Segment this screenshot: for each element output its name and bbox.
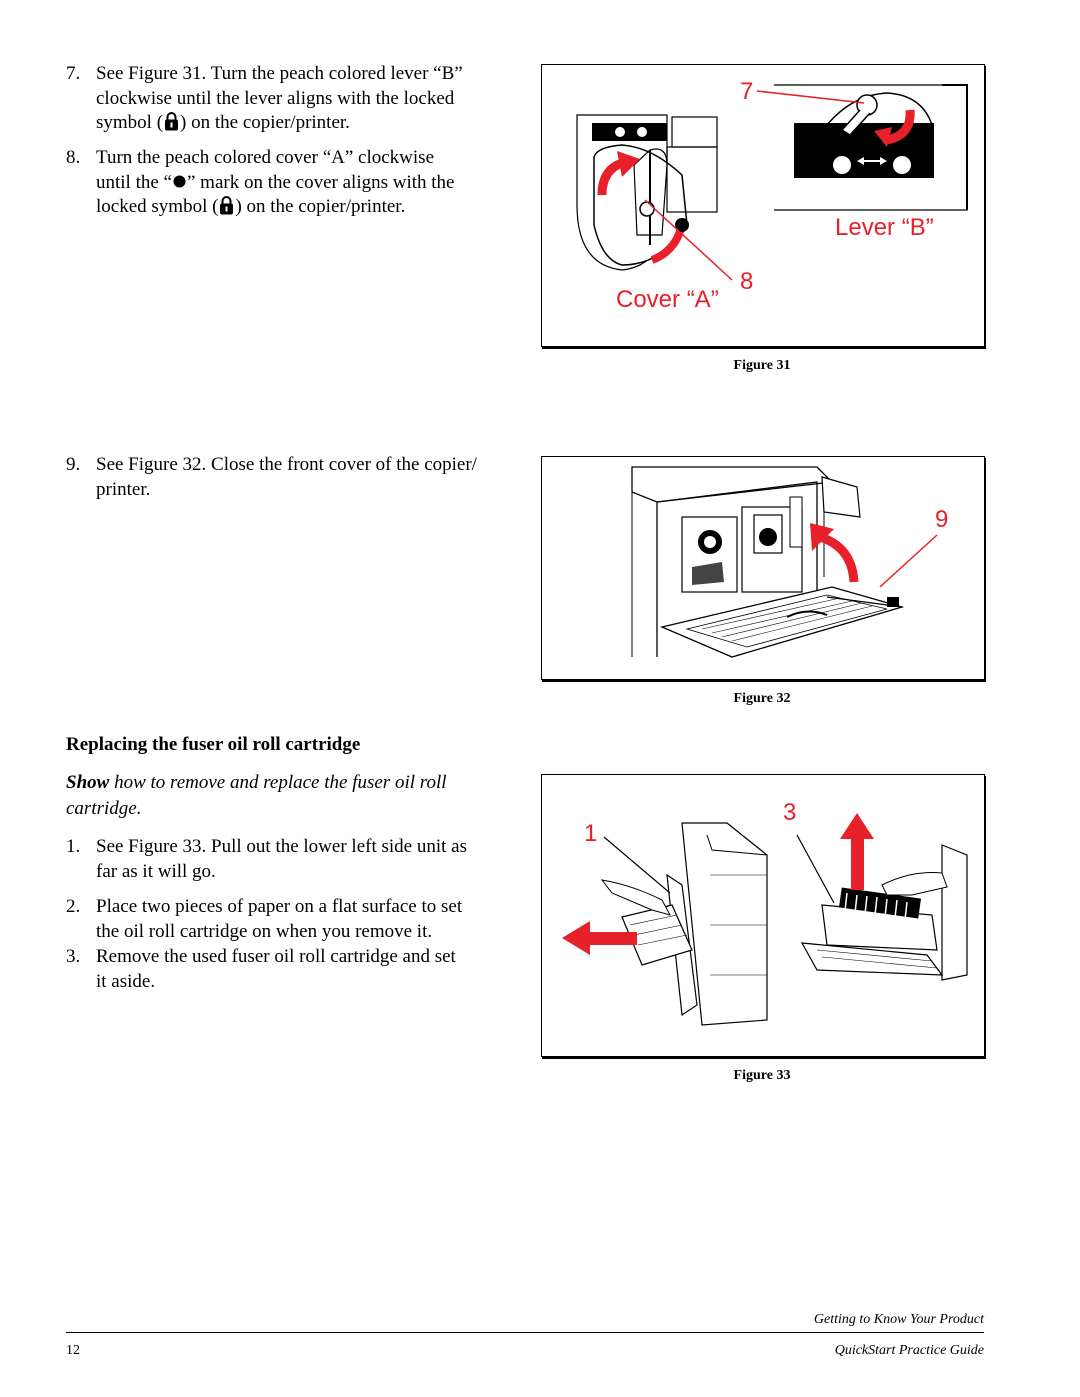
step-number: 3. [66, 946, 81, 967]
step-line: Turn the peach colored cover “A” clockwise [96, 147, 435, 168]
step-number: 7. [66, 63, 81, 84]
step-line: the oil roll cartridge on when you remove it. [96, 920, 433, 942]
step-8 [66, 146, 516, 221]
callout-7: 7 [740, 78, 754, 105]
step-line: it aside. [96, 970, 156, 992]
figure-32-caption: Figure 32 [733, 691, 791, 706]
figure-32 [541, 456, 985, 680]
lock-icon [164, 111, 179, 131]
figure-33-caption: Figure 33 [733, 1068, 791, 1083]
figure-32-illustration [542, 457, 984, 679]
step-line: locked symbol ( ) on the copier/printer. [96, 196, 406, 217]
step-2 [66, 895, 536, 945]
step-7 [66, 62, 516, 137]
step-line: See Figure 32. Close the front cover of the copier/ [96, 454, 477, 475]
step-line: clockwise until the lever aligns with the locked [96, 87, 455, 109]
figure-31 [541, 64, 985, 347]
footer-section-title: Getting to Know Your Product [813, 1312, 984, 1327]
step-line: See Figure 33. Pull out the lower left side unit as [96, 836, 467, 857]
step-number: 9. [66, 454, 81, 475]
step-line: symbol ( ) on the copier/printer. [96, 112, 350, 133]
step-3 [66, 945, 536, 995]
step-line: printer. [96, 478, 151, 500]
lock-icon [219, 195, 234, 215]
filled-dot-icon [173, 175, 186, 188]
intro-emphasis: Show [66, 772, 110, 793]
intro-text: how to remove and replace the fuser oil roll [109, 772, 447, 793]
callout-9: 9 [935, 506, 949, 533]
intro-text-line2: cartridge. [66, 798, 142, 819]
step-line: until the “ ” mark on the cover aligns with the [96, 171, 455, 193]
step-number: 2. [66, 896, 81, 917]
step-9 [66, 453, 536, 503]
step-line: Place two pieces of paper on a flat surface to set [96, 896, 463, 917]
figure-33-illustration [542, 775, 984, 1056]
step-1 [66, 835, 536, 885]
footer-guide-title: QuickStart Practice Guide [834, 1343, 984, 1358]
figure-31-illustration [542, 65, 984, 346]
step-line: far as it will go. [96, 860, 216, 882]
step-number: 1. [66, 836, 81, 857]
section-intro [66, 770, 516, 822]
figure-31-caption: Figure 31 [733, 358, 791, 373]
step-line: Remove the used fuser oil roll cartridge and set [96, 946, 456, 967]
callout-1: 1 [584, 820, 598, 847]
callout-8: 8 [740, 268, 754, 295]
page-number: 12 [66, 1343, 80, 1358]
label-cover-a: Cover “A” [616, 286, 719, 313]
section-heading: Replacing the fuser oil roll cartridge [66, 734, 361, 755]
footer-rule [66, 1332, 984, 1333]
callout-3: 3 [783, 799, 797, 826]
label-lever-b: Lever “B” [835, 214, 934, 241]
step-line: See Figure 31. Turn the peach colored lever “B” [96, 63, 463, 84]
figure-33 [541, 774, 985, 1057]
step-number: 8. [66, 147, 81, 168]
